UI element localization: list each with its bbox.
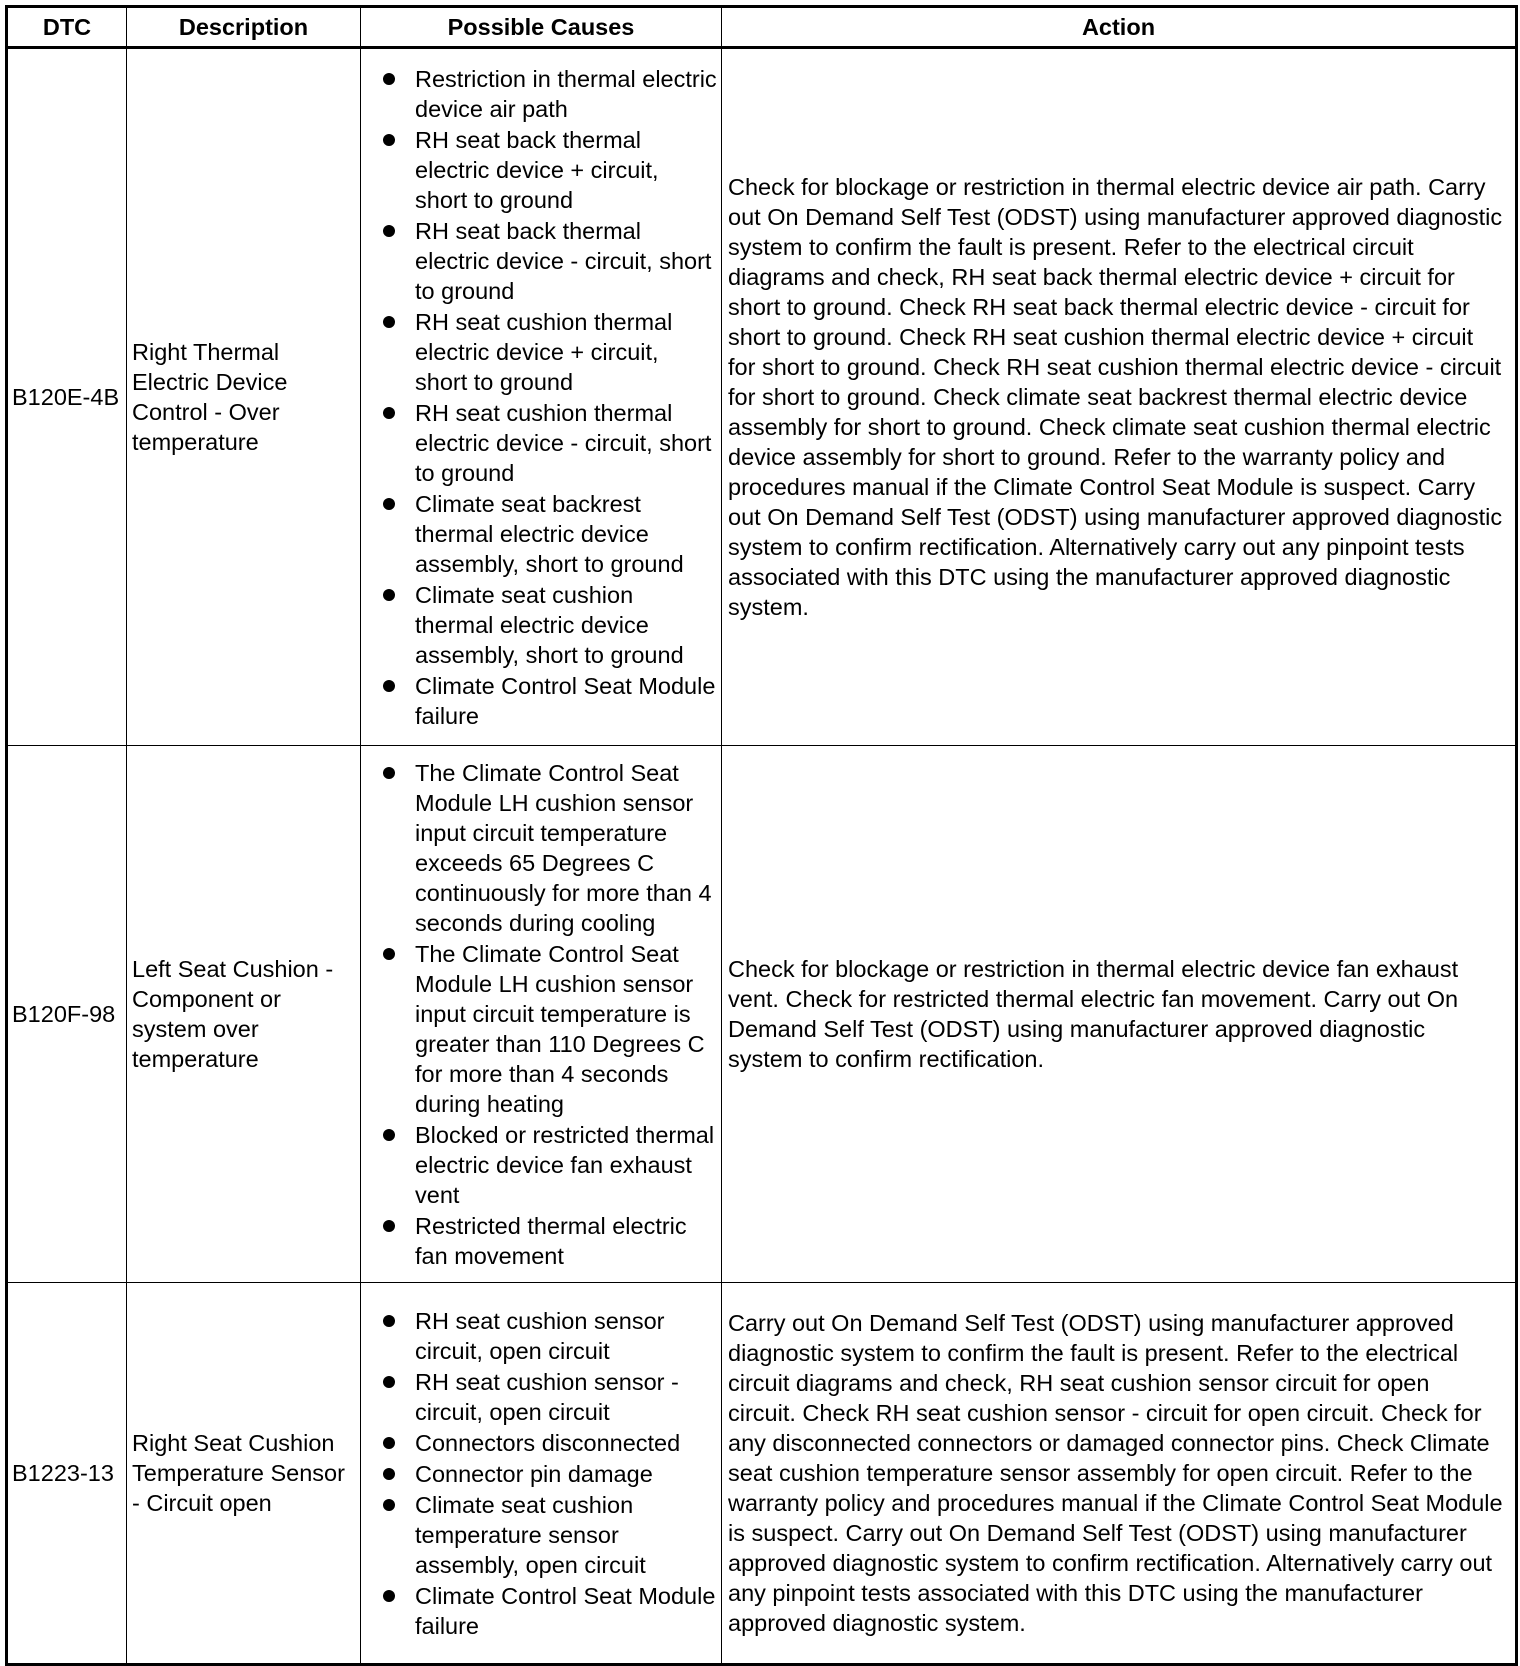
possible-causes-cell [361,746,722,1283]
cause-item: RH seat cushion sensor circuit, open circuit [379,1306,717,1366]
cause-item: Connectors disconnected [379,1428,717,1458]
cause-item: Climate seat cushion temperature sensor assembly, open circuit [379,1490,717,1580]
cause-item: RH seat cushion sensor - circuit, open circuit [379,1367,717,1427]
table-row [7,1283,1517,1665]
cause-item: Blocked or restricted thermal electric device fan exhaust vent [379,1120,717,1210]
cause-item: Restricted thermal electric fan movement [379,1211,717,1271]
dtc-code: B1223-13 [7,1283,127,1665]
action-text: Carry out On Demand Self Test (ODST) using manufacturer approved diagnostic system to confirm the fault is present. Refer to the electrical circuit diagrams and check, RH seat cushion sensor circuit for open circuit. Check RH seat cushion sensor - circuit for open circuit. Check for any disconnected connectors or damaged connector pins. Check Climate seat cushion temperature sensor assembly for open circuit. Refer to the warranty policy and procedures manual if the Climate Control Seat Module is suspect. Carry out On Demand Self Test (ODST) using manufacturer approved diagnostic system to confirm rectification. Alternatively carry out any pinpoint tests associated with this DTC using the manufacturer approved diagnostic system. [722,1283,1517,1665]
dtc-code: B120F-98 [7,746,127,1283]
action-text: Check for blockage or restriction in thermal electric device fan exhaust vent. Check for restricted thermal electric fan movement. Carry out On Demand Self Test (ODST) using manufacturer approved diagnostic system to confirm rectification. [722,746,1517,1283]
possible-causes-cell [361,1283,722,1665]
dtc-description: Right Seat Cushion Temperature Sensor - Circuit open [127,1283,361,1665]
header-description: Description [127,7,361,48]
header-dtc: DTC [7,7,127,48]
cause-item: Climate seat cushion thermal electric device assembly, short to ground [379,580,717,670]
action-text: Check for blockage or restriction in thermal electric device air path. Carry out On Demand Self Test (ODST) using manufacturer approved diagnostic system to confirm the fault is present. Refer to the electrical circuit diagrams and check, RH seat back thermal electric device + circuit for short to ground. Check RH seat back thermal electric device - circuit for short to ground. Check RH seat cushion thermal electric device + circuit for short to ground. Check RH seat cushion thermal electric device - circuit for short to ground. Check climate seat backrest thermal electric device assembly for short to ground. Check climate seat cushion thermal electric device assembly for short to ground. Refer to the warranty policy and procedures manual if the Climate Control Seat Module is suspect. Carry out On Demand Self Test (ODST) using manufacturer approved diagnostic system to confirm rectification. Alternatively carry out any pinpoint tests associated with this DTC using the manufacturer approved diagnostic system. [722,48,1517,746]
cause-item: Connector pin damage [379,1459,717,1489]
dtc-table-container [5,5,1518,1666]
dtc-code: B120E-4B [7,48,127,746]
cause-item: The Climate Control Seat Module LH cushion sensor input circuit temperature is greater than 110 Degrees C for more than 4 seconds during heating [379,939,717,1119]
header-action: Action [722,7,1517,48]
cause-item: Climate seat backrest thermal electric device assembly, short to ground [379,489,717,579]
possible-causes-list [379,64,717,731]
cause-item: The Climate Control Seat Module LH cushion sensor input circuit temperature exceeds 65 Degrees C continuously for more than 4 seconds during cooling [379,758,717,938]
table-row [7,746,1517,1283]
table-row [7,48,1517,746]
possible-causes-list [379,1306,717,1641]
cause-item: RH seat back thermal electric device - circuit, short to ground [379,216,717,306]
dtc-description: Left Seat Cushion - Component or system over temperature [127,746,361,1283]
possible-causes-list [379,758,717,1271]
header-possible-causes: Possible Causes [361,7,722,48]
dtc-description: Right Thermal Electric Device Control - Over temperature [127,48,361,746]
cause-item: RH seat cushion thermal electric device + circuit, short to ground [379,307,717,397]
cause-item: Climate Control Seat Module failure [379,1581,717,1641]
cause-item: Climate Control Seat Module failure [379,671,717,731]
dtc-table [5,5,1518,1666]
possible-causes-cell [361,48,722,746]
header-row [7,7,1517,48]
cause-item: Restriction in thermal electric device air path [379,64,717,124]
cause-item: RH seat back thermal electric device + circuit, short to ground [379,125,717,215]
cause-item: RH seat cushion thermal electric device - circuit, short to ground [379,398,717,488]
